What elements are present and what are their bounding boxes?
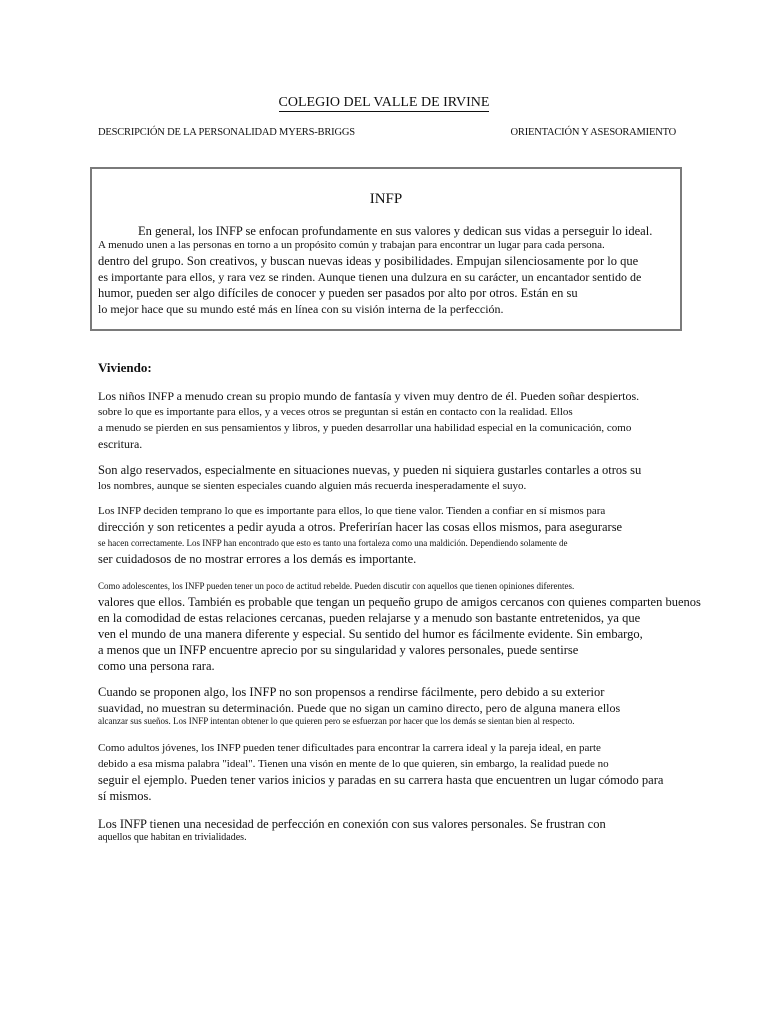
paragraph-values: [98, 503, 708, 567]
school-name: COLEGIO DEL VALLE DE IRVINE: [278, 95, 490, 110]
text-line: alcanzar sus sueños. Los INFP intentan obtener lo que quieren pero se esfuerzan por hacer que los demás se sientan bien al respecto.: [98, 716, 575, 726]
text-line: a menudo se pierden en sus pensamientos y libros, y pueden desarrollar una habilidad especial en la comunicación, como: [98, 422, 632, 434]
text-line: ven el mundo de una manera diferente y especial. Su sentido del humor es fácilmente evidente. Sin embargo,: [98, 627, 643, 641]
text-line: como una persona rara.: [98, 659, 215, 673]
paragraph-reserved: [98, 462, 708, 494]
text-line: Como adultos jóvenes, los INFP pueden tener dificultades para encontrar la carrera ideal y la pareja ideal, en parte: [98, 742, 601, 754]
text-line: se hacen correctamente. Los INFP han encontrado que esto es tanto una fortaleza como una maldición. Dependiendo solamente de: [98, 538, 568, 548]
summary-line: dentro del grupo. Son creativos, y buscan nuevas ideas y posibilidades. Empujan silenciosamente por lo que: [98, 254, 639, 268]
paragraph-adolescence: [98, 578, 708, 674]
summary-line: A menudo unen a las personas en torno a un propósito común y trabajan para encontrar un lugar para cada persona.: [98, 239, 605, 251]
text-line: escritura.: [98, 437, 143, 451]
text-line: en la comodidad de estas relaciones cercanas, pueden relajarse y a menudo son bastante entretenidos, ya que: [98, 611, 641, 625]
section-heading: Viviendo:: [98, 360, 152, 375]
department-subtitle: ORIENTACIÓN Y ASESORAMIENTO: [510, 127, 676, 138]
text-line: ser cuidadosos de no mostrar errores a los demás es importante.: [98, 552, 417, 566]
text-line: Los INFP deciden temprano lo que es importante para ellos, lo que tiene valor. Tienden a confiar en sí mismos para: [98, 505, 606, 517]
paragraph-childhood: [98, 388, 708, 452]
summary-text: [98, 223, 678, 317]
school-title: [0, 95, 768, 111]
type-title: INFP: [369, 191, 403, 207]
text-line: Los INFP tienen una necesidad de perfección en conexión con sus valores personales. Se frustran con: [98, 817, 606, 831]
text-line: Son algo reservados, especialmente en situaciones nuevas, y pueden ni siquiera gustarles contarles a otros su: [98, 463, 642, 477]
summary-line: es importante para ellos, y rara vez se rinden. Aunque tienen una dulzura en su carácter, un encantador sentido de: [98, 270, 642, 284]
text-line: Cuando se proponen algo, los INFP no son propensos a rendirse fácilmente, pero debido a su exterior: [98, 685, 605, 699]
text-line: sí mismos.: [98, 789, 152, 803]
summary-line: lo mejor hace que su mundo esté más en línea con su visión interna de la perfección.: [98, 302, 504, 316]
text-line: Los niños INFP a menudo crean su propio mundo de fantasía y viven muy dentro de él. Pueden soñar despiertos.: [98, 389, 640, 403]
summary-line: En general, los INFP se enfocan profundamente en sus valores y dedican sus vidas a perseguir lo ideal.: [138, 224, 653, 238]
paragraph-determination: [98, 684, 708, 729]
text-line: a menos que un INFP encuentre aprecio por su singularidad y valores personales, puede sentirse: [98, 643, 579, 657]
text-line: dirección y son reticentes a pedir ayuda a otros. Preferirían hacer las cosas ellos mismos, para asegurarse: [98, 520, 623, 534]
text-line: valores que ellos. También es probable que tengan un pequeño grupo de amigos cercanos con quienes comparten buenos: [98, 595, 701, 609]
text-line: seguir el ejemplo. Pueden tener varios inicios y paradas en su carrera hasta que encuentren un lugar cómodo para: [98, 773, 664, 787]
paragraph-young-adults: [98, 740, 708, 804]
text-line: debido a esa misma palabra "ideal". Tienen una visón en mente de lo que quieren, sin embargo, la realidad puede no: [98, 758, 609, 770]
text-line: los nombres, aunque se sienten especiales cuando alguien más recuerda inesperadamente el suyo.: [98, 480, 527, 492]
text-line: aquellos que habitan en trivialidades.: [98, 832, 247, 843]
paragraph-perfection: [98, 816, 708, 846]
text-line: sobre lo que es importante para ellos, y a veces otros se preguntan si están en contacto con la realidad. Ellos: [98, 406, 573, 418]
document-subtitle: DESCRIPCIÓN DE LA PERSONALIDAD MYERS-BRIGGS: [98, 127, 355, 138]
text-line: Como adolescentes, los INFP pueden tener un poco de actitud rebelde. Pueden discutir con aquellos que tienen opiniones diferentes.: [98, 581, 575, 591]
summary-box: [90, 167, 682, 331]
text-line: suavidad, no muestran su determinación. Puede que no sigan un camino directo, pero de alguna manera ellos: [98, 701, 621, 715]
summary-line: humor, pueden ser algo difíciles de conocer y pueden ser pasados por alto por otros. Están en su: [98, 286, 578, 300]
